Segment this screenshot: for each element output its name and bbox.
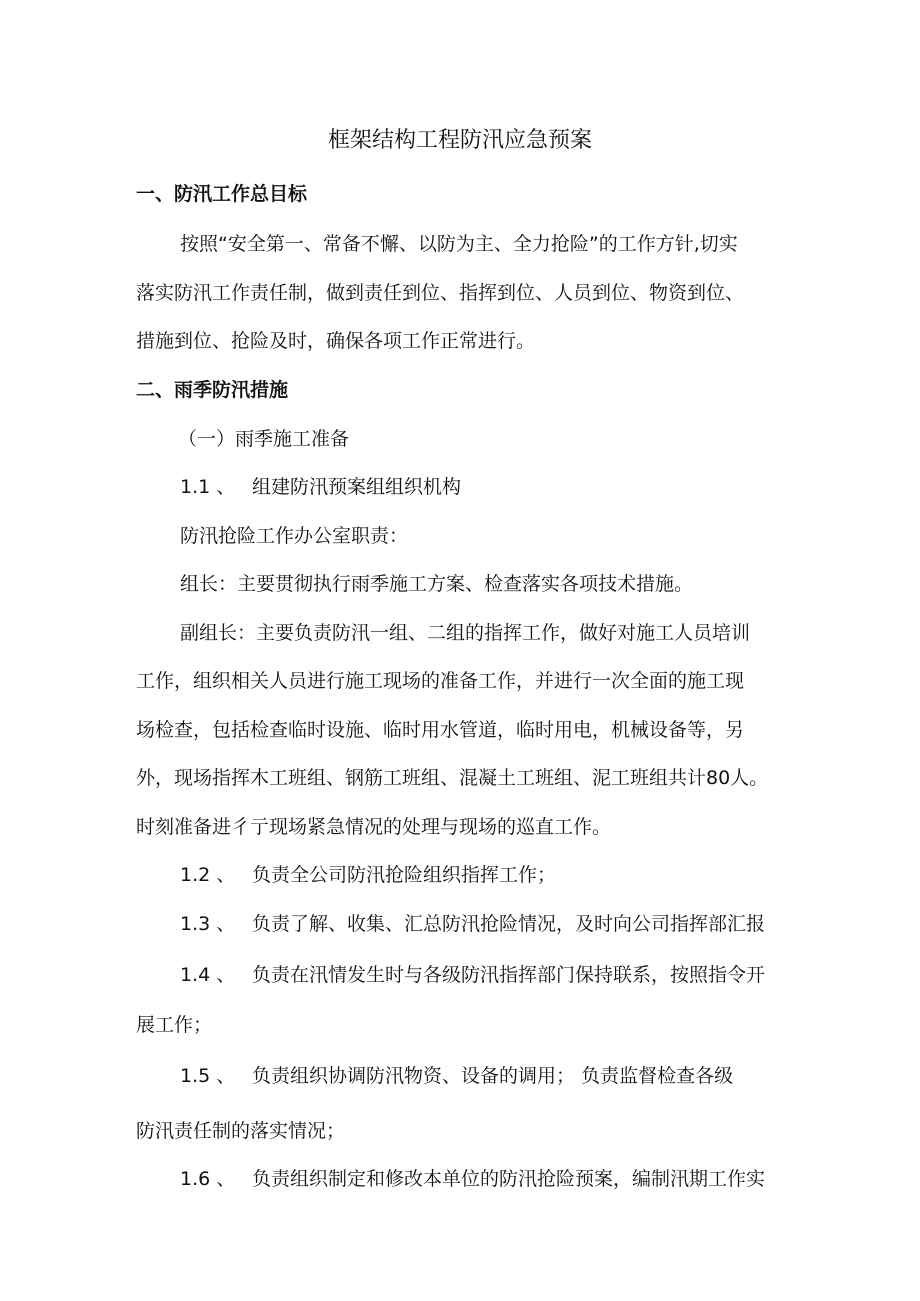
paragraph-line: 副组长：主要负责防汛一组、二组的指挥工作，做好对施工人员培训 [180,622,751,644]
paragraph-line: 措施到位、抢险及时，确保各项工作正常进行。 [136,330,536,352]
paragraph-line: 按照“安全第一、常备不懈、以防为主、全力抢险”的工作方针,切实 [180,233,738,255]
subsection-heading: （一）雨季施工准备 [178,428,350,450]
item-text: 负责组织协调防汛物资、设备的调用； 负责监督检查各级 [252,1065,734,1087]
item-text: 负责组织制定和修改本单位的防汛抢险预案，编制汛期工作实 [252,1168,766,1190]
doc-title: 框架结构工程防汛应急预案 [327,128,592,153]
paragraph-line: 工作，组织相关人员进行施工现场的准备工作，并进行一次全面的施工现 [136,670,745,692]
item-number: 1.3 、 [180,913,236,935]
paragraph-line: 组长：主要贯彻执行雨季施工方案、检查落实各项技术措施。 [180,573,694,595]
paragraph-line: 防汛责任制的落实情况； [136,1120,346,1142]
section-2-heading: 二、雨季防汛措施 [136,379,289,401]
paragraph-line: 场检查，包括检查临时设施、临时用水管道，临时用电，机械设备等，另 [136,719,745,741]
list-item-1-1 [180,474,461,500]
list-item-1-5 [180,1063,733,1089]
item-number: 1.1 、 [180,476,236,498]
item-text: 负责了解、收集、汇总防汛抢险情况，及时向公司指挥部汇报 [252,913,766,935]
paragraph-line: 外，现场指挥木工班组、钢筋工班组、混凝土工班组、泥工班组共计80人。 [136,767,769,789]
list-item-1-6 [180,1166,765,1192]
item-text: 负责在汛情发生时与各级防汛指挥部门保持联系，按照指令开 [252,964,766,986]
item-text: 负责全公司防汛抢险组织指挥工作； [252,864,557,886]
item-number: 1.2 、 [180,864,236,886]
list-item-1-2 [180,862,556,888]
item-text: 组建防汛预案组组织机构 [252,476,462,498]
section-1-heading: 一、防汛工作总目标 [136,183,308,205]
item-number: 1.4 、 [180,964,236,986]
item-number: 1.5 、 [180,1065,236,1087]
list-item-1-3 [180,911,765,937]
paragraph-line: 防汛抢险工作办公室职责： [180,525,409,547]
list-item-1-4 [180,962,765,988]
item-number: 1.6 、 [180,1168,236,1190]
paragraph-line: 展工作； [136,1014,213,1036]
paragraph-line: 落实防汛工作责任制，做到责任到位、指挥到位、人员到位、物资到位、 [136,282,745,304]
paragraph-line: 时刻准备进彳亍现场紧急情况的处理与现场的巡直工作。 [136,816,612,838]
